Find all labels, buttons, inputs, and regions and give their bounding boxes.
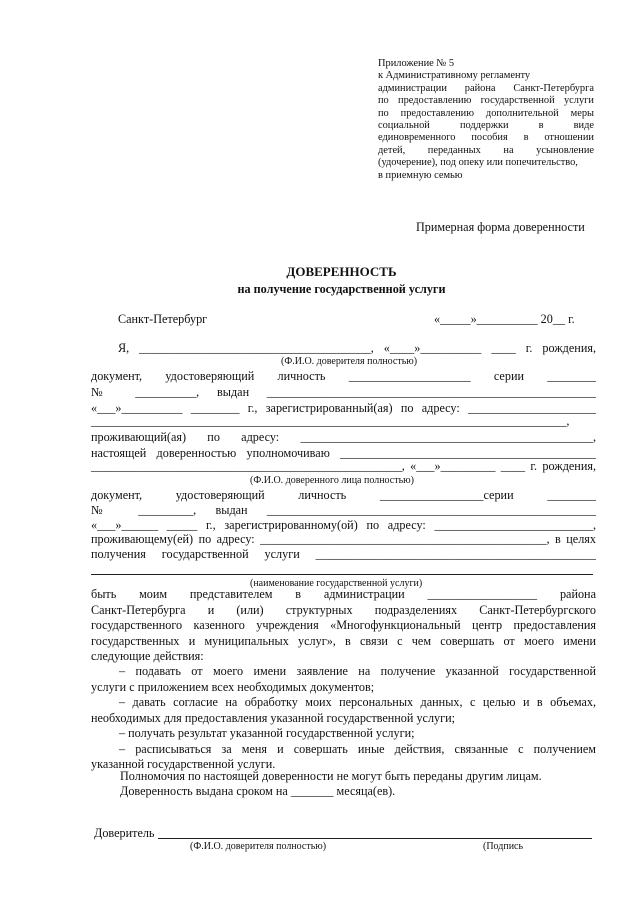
no-transfer-clause: Полномочия по настоящей доверенности не могут быть переданы другим лицам. — [120, 769, 542, 783]
annex-title: Приложение № 5 — [378, 58, 455, 69]
action-item: – получать результат указанной государственной услуги; — [119, 726, 415, 740]
grantor-id-document-line[interactable]: документ, удостоверяющий личность ____________________ серии ________ — [91, 369, 596, 383]
grantor-id-number-line[interactable]: № __________, выдан ______________________________________________________ — [91, 385, 596, 399]
annex-line: в приемную семью — [378, 169, 463, 181]
city: Санкт-Петербург — [118, 312, 208, 326]
grantor-name-line[interactable]: Я, ______________________________________, «____»__________ ____ г. рождения, — [118, 341, 596, 355]
service-name-caption: (наименование государственной услуги) — [250, 578, 423, 589]
action-item: – подавать от моего имени заявление на получение указанной государственной — [119, 664, 596, 678]
representation-line: следующие действия: — [91, 649, 204, 663]
document-date[interactable]: «_____»__________ 20__ г. — [434, 312, 575, 326]
annex-line: социальной поддержки в виде — [378, 120, 594, 132]
annex-line: администрации района Санкт-Петербурга — [378, 82, 594, 94]
form-caption: Примерная форма доверенности — [416, 220, 585, 234]
grantor-address-continuation[interactable]: ______________________________________________________________________________, — [91, 414, 570, 428]
attorney-residence-line[interactable]: проживающему(ей) по адресу: _______________________________________________, в целях — [91, 532, 596, 546]
action-item: – давать согласие на обработку моих персональных данных, с целью и в объемах, — [119, 695, 596, 709]
attorney-fio-caption: (Ф.И.О. доверенного лица полностью) — [250, 475, 414, 486]
attorney-name-line[interactable]: ___________________________________________________, «___»_________ ____ г. рождения, — [91, 459, 596, 473]
representation-line: Санкт-Петербурга и (или) структурных подразделениях Санкт-Петербургского — [91, 602, 596, 617]
representation-paragraph — [91, 587, 596, 665]
service-name-blank[interactable] — [91, 574, 593, 575]
annex-line: единовременного пособия в отношении — [378, 132, 594, 144]
grantor-signature-line[interactable] — [158, 838, 592, 839]
action-item-continuation: услуги с приложением всех необходимых документов; — [91, 679, 375, 694]
annex-line: по предоставлению государственной услуги — [378, 95, 594, 107]
grantor-fio-caption: (Ф.И.О. доверителя полностью) — [281, 356, 418, 367]
attorney-id-number-line[interactable]: № _________, выдан ______________________________________________________ — [91, 503, 596, 517]
representation-line: государственного казенного учреждения «Многофункциональный центр предоставления — [91, 618, 596, 632]
annex-line: (удочерение), под опеку или попечительство, — [378, 157, 578, 169]
grantor-registration-line[interactable]: «___»__________ ________ г., зарегистрированный(ая) по адресу: _____________________ — [91, 401, 596, 415]
term-clause[interactable]: Доверенность выдана сроком на _______ месяца(ев). — [120, 784, 396, 798]
annex-line: по предоставлению дополнительной меры — [378, 107, 594, 119]
document-subtitle: на получение государственной услуги — [237, 282, 446, 296]
attorney-id-document-line[interactable]: документ, удостоверяющий личность _________________серии ________ — [91, 488, 596, 502]
authorization-line[interactable]: настоящей доверенностью уполномочиваю __________________________________________ — [91, 446, 596, 460]
document-title: ДОВЕРЕННОСТЬ — [286, 264, 397, 279]
representation-line: государственных и муниципальных услуг», в связи с чем совершать от моего имени — [91, 633, 596, 648]
action-item-continuation: указанной государственной услуги. — [91, 757, 276, 771]
grantor-signature-label: Доверитель — [94, 826, 155, 840]
annex-line: к Административному регламенту — [378, 70, 531, 82]
annex-block — [378, 58, 594, 182]
attorney-registration-line[interactable]: «___»______ _____ г., зарегистрированному(ой) по адресу: __________________________, — [91, 518, 596, 532]
annex-line: детей, переданных на усыновление — [378, 144, 594, 156]
signature-caption: (Подпись — [483, 841, 524, 852]
actions-list — [91, 664, 596, 773]
action-item-continuation: необходимых для предоставления указанной государственной услуги; — [91, 710, 456, 725]
signature-fio-caption: (Ф.И.О. доверителя полностью) — [190, 841, 327, 852]
representation-line: быть моим представителем в администрации __________________ района — [91, 587, 596, 601]
service-name-line[interactable]: получения государственной услуги ______________________________________________ — [91, 547, 596, 561]
action-item: – расписываться за меня и совершать иные действия, связанные с получением — [119, 741, 596, 756]
grantor-residence-line[interactable]: проживающий(ая) по адресу: ________________________________________________, — [91, 430, 596, 444]
